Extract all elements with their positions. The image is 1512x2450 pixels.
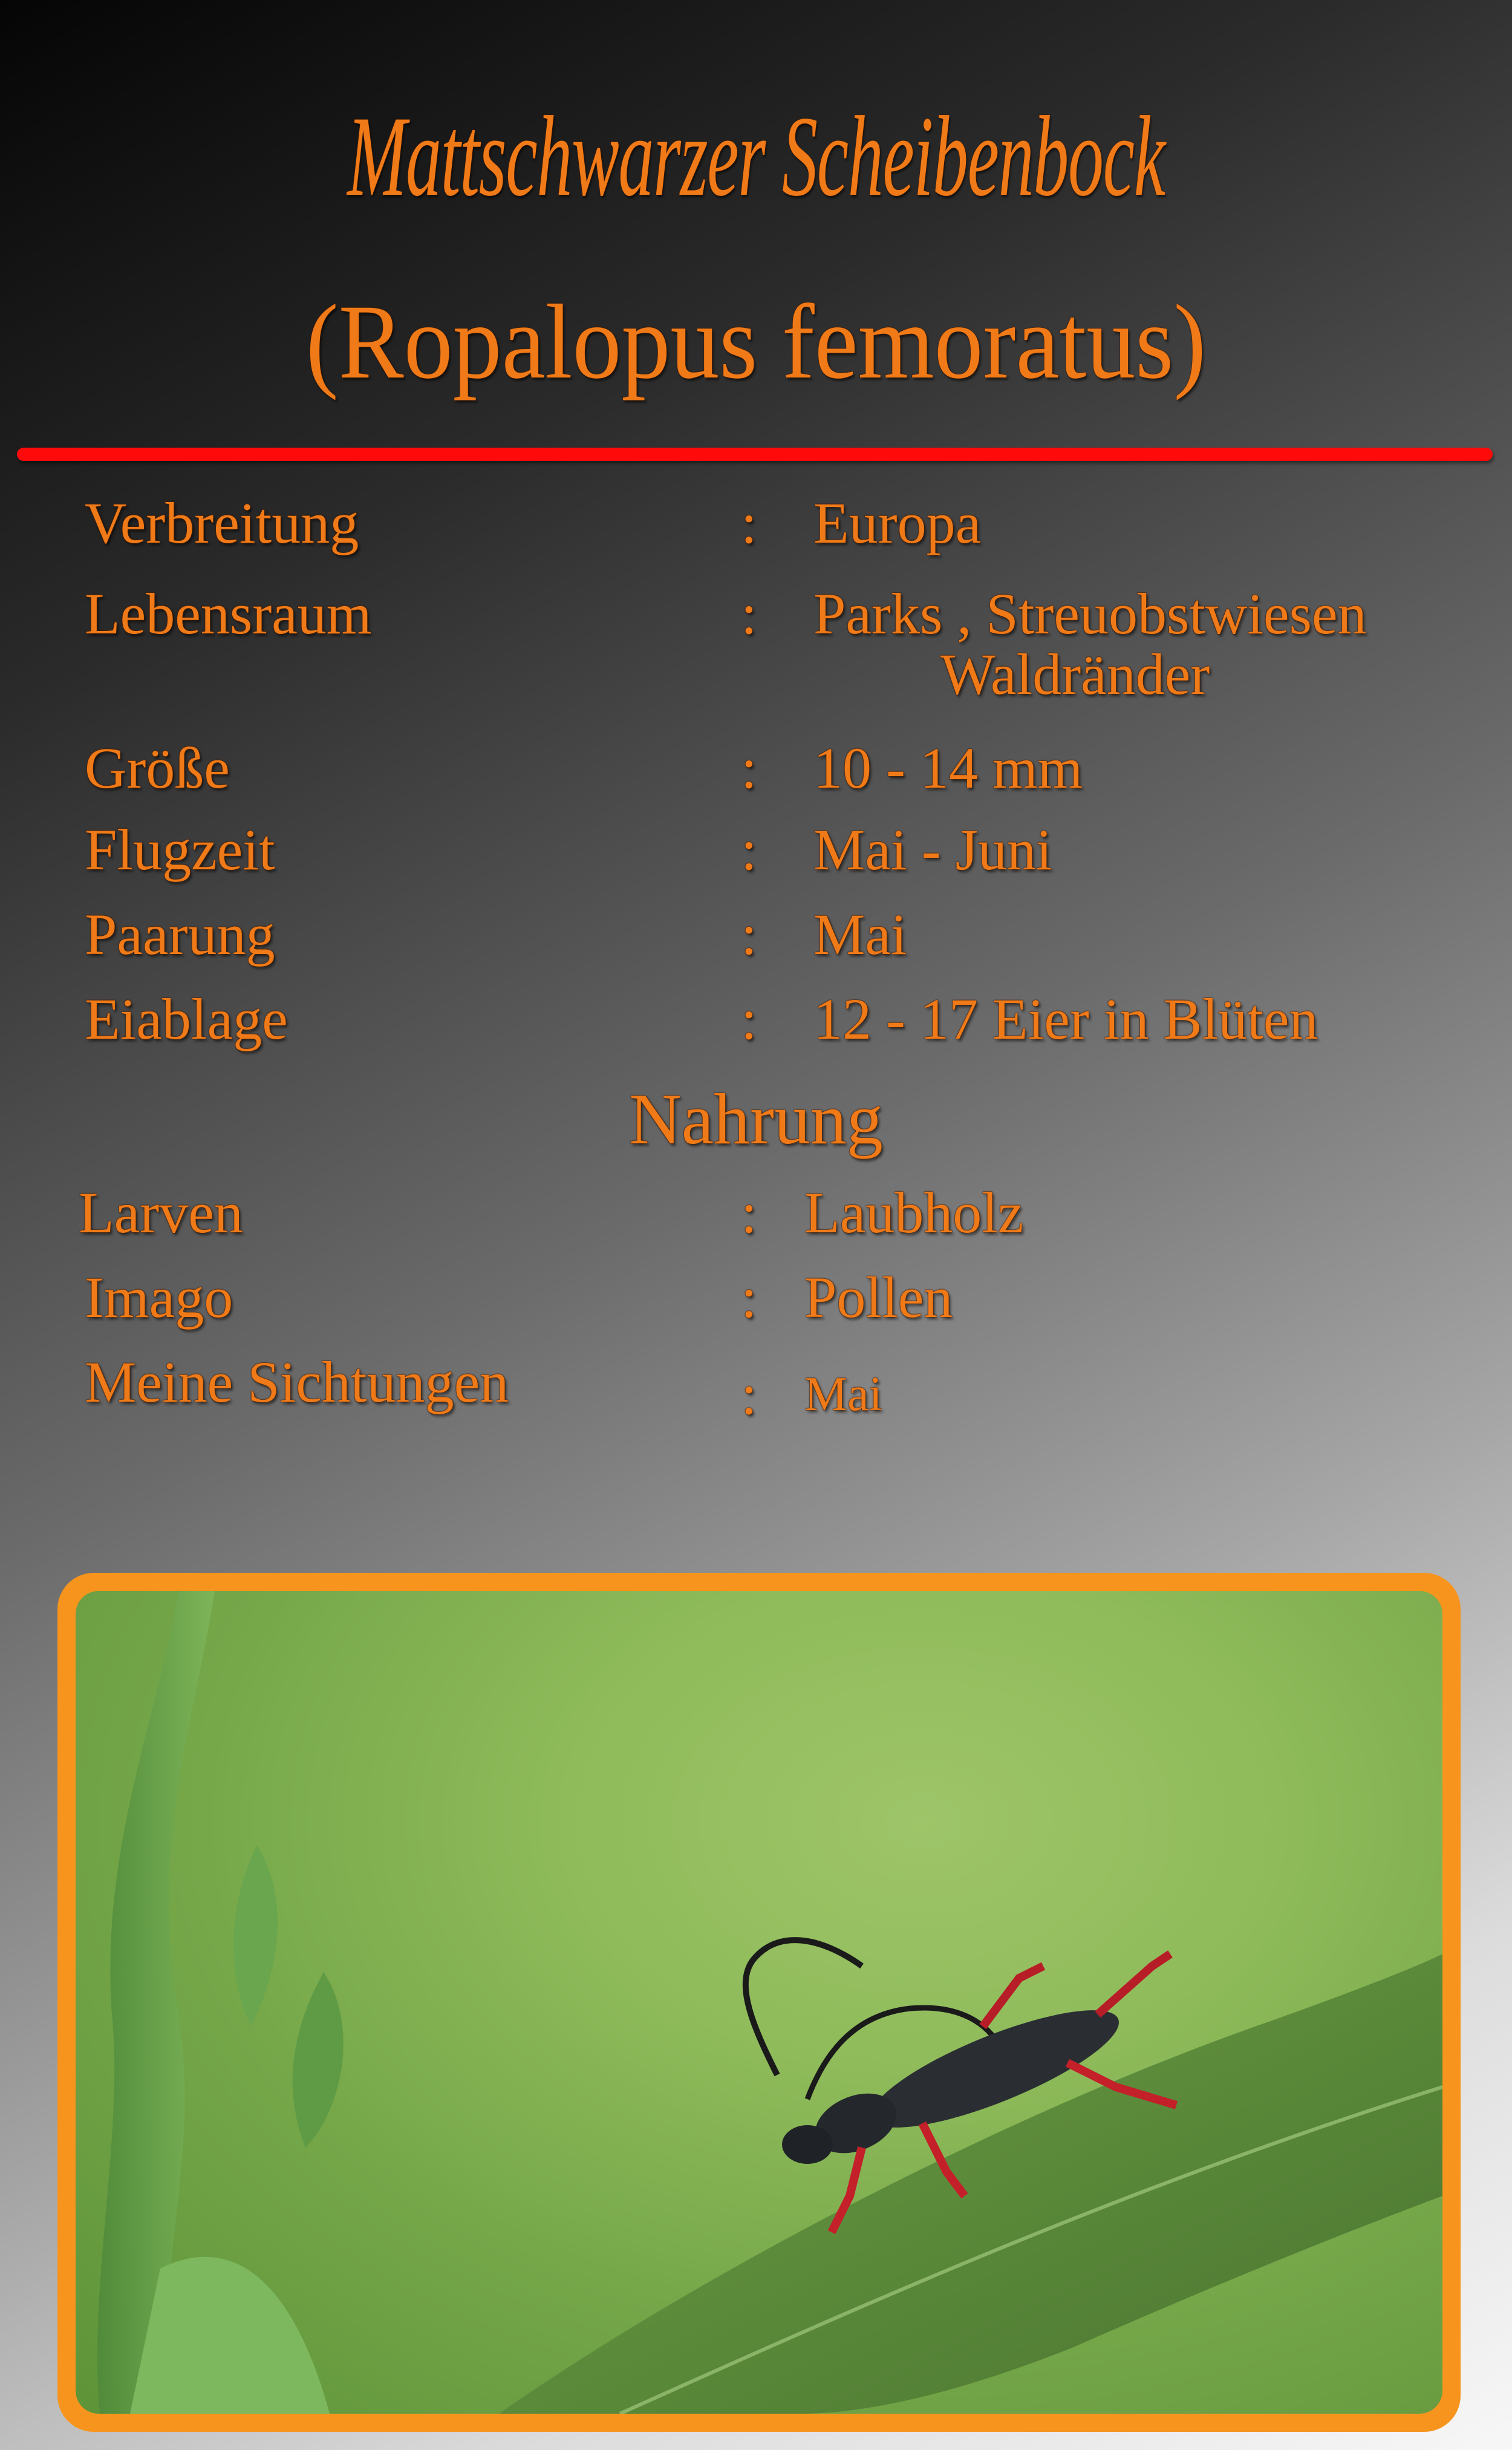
fact-colon: : <box>741 736 757 800</box>
fact-value: Pollen <box>804 1265 953 1330</box>
fact-colon: : <box>741 581 757 646</box>
fact-label: Imago <box>85 1265 233 1330</box>
fact-label: Eiablage <box>85 987 288 1051</box>
fact-value: 12 - 17 Eier in Blüten <box>813 987 1318 1051</box>
sightings-row <box>0 1349 1512 1426</box>
beetle-head <box>782 2125 833 2164</box>
header-divider <box>17 448 1493 461</box>
fact-row-groesse <box>0 735 1512 808</box>
fact-colon: : <box>741 1180 757 1245</box>
fact-row-eiablage <box>0 986 1512 1059</box>
beetle-photo <box>76 1591 1442 2414</box>
fact-value: 10 - 14 mm <box>813 736 1083 800</box>
fact-colon: : <box>741 1362 757 1426</box>
beetle-photo-illustration <box>76 1591 1442 2414</box>
fact-label: Larven <box>79 1180 243 1245</box>
fact-colon: : <box>741 902 757 967</box>
fact-value: Laubholz <box>804 1180 1024 1245</box>
fact-colon: : <box>741 817 757 882</box>
common-name-title: Mattschwarzer Scheibenbock <box>347 93 1165 220</box>
fact-row-verbreitung <box>0 490 1512 563</box>
beetle-leg <box>1098 1954 1170 2014</box>
beetle-leg <box>983 1966 1043 2027</box>
fact-label: Verbreitung <box>85 491 359 555</box>
fact-row-paarung <box>0 901 1512 974</box>
food-row-larven <box>0 1180 1512 1252</box>
fact-label: Größe <box>85 736 230 800</box>
fact-row-flugzeit <box>0 817 1512 889</box>
fact-colon: : <box>741 491 757 555</box>
fact-label: Flugzeit <box>85 817 275 882</box>
fact-colon: : <box>741 1265 757 1330</box>
photo-frame <box>57 1573 1461 2432</box>
fact-value: Mai <box>813 902 907 967</box>
nettle-bud <box>233 1845 278 2027</box>
fact-value: Parks , Streuobstwiesen <box>813 581 1367 646</box>
fact-value: Mai <box>804 1368 882 1421</box>
fact-label: Lebensraum <box>85 581 372 646</box>
nettle-leaf <box>499 1954 1442 2414</box>
latin-name-title: (Ropalopus femoratus) <box>305 283 1207 401</box>
fact-label: Meine Sichtungen <box>85 1350 509 1414</box>
fact-value: Europa <box>813 491 982 555</box>
fact-colon: : <box>741 987 757 1051</box>
nahrung-heading: Nahrung <box>629 1079 883 1159</box>
fact-value-line2: Waldränder <box>940 642 1210 707</box>
fact-value: Mai - Juni <box>813 817 1052 882</box>
beetle-antenna <box>746 1940 862 2075</box>
nettle-leaves <box>130 2257 330 2414</box>
fact-row-lebensraum <box>0 581 1512 707</box>
nettle-bud <box>293 1972 344 2148</box>
food-row-imago <box>0 1264 1512 1337</box>
fact-label: Paarung <box>85 902 275 967</box>
